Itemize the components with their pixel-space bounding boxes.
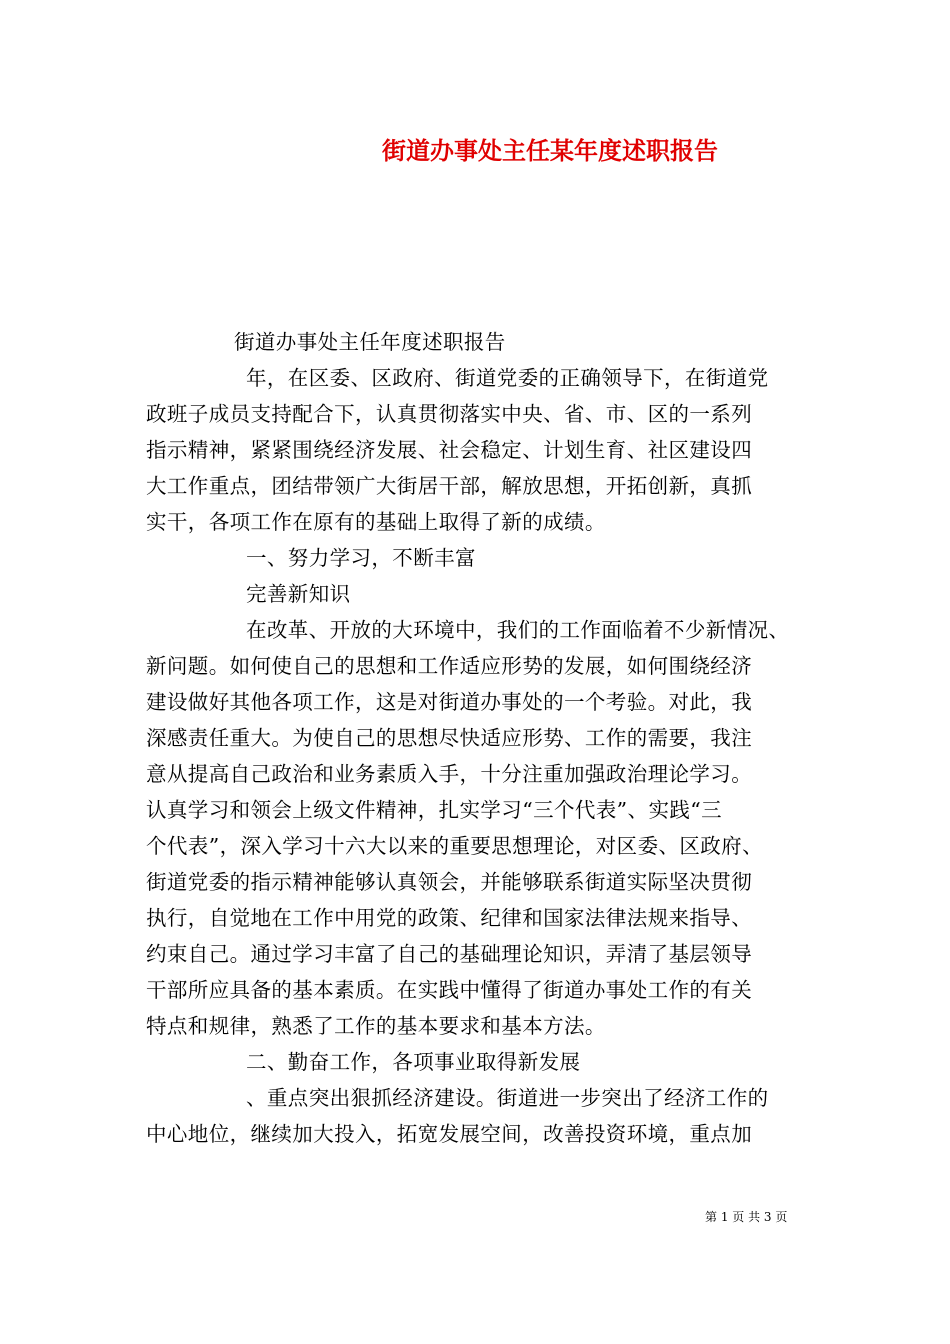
body-line: 年，在区委、区政府、街道党委的正确领导下，在街道党: [246, 366, 769, 390]
body-line: 政班子成员支持配合下，认真贯彻落实中央、省、市、区的一系列: [146, 402, 753, 426]
body-line: 建设做好其他各项工作，这是对街道办事处的一个考验。对此，我: [146, 690, 753, 714]
body-line: 在改革、开放的大环境中，我们的工作面临着不少新情况、: [246, 618, 790, 642]
body-line: 完善新知识: [246, 582, 351, 606]
body-line: 深感责任重大。为使自己的思想尽快适应形势、工作的需要，我注: [146, 726, 753, 750]
document-title: 街道办事处主任某年度述职报告: [382, 136, 718, 165]
body-line: 二、勤奋工作，各项事业取得新发展: [246, 1050, 581, 1074]
document-body: [146, 324, 814, 1152]
body-line: 个代表”，深入学习十六大以来的重要思想理论，对区委、区政府、: [146, 834, 763, 858]
body-line: 执行，自觉地在工作中用党的政策、纪律和国家法律法规来指导、: [146, 906, 753, 930]
body-line: 、重点突出狠抓经济建设。街道进一步突出了经济工作的: [246, 1086, 769, 1110]
body-line: 干部所应具备的基本素质。在实践中懂得了街道办事处工作的有关: [146, 978, 753, 1002]
body-line: 特点和规律，熟悉了工作的基本要求和基本方法。: [146, 1014, 606, 1038]
body-line: 实干，各项工作在原有的基础上取得了新的成绩。: [146, 510, 606, 534]
body-line: 指示精神，紧紧围绕经济发展、社会稳定、计划生育、社区建设四: [146, 438, 753, 462]
body-line: 一、努力学习，不断丰富: [246, 546, 476, 570]
body-line: 新问题。如何使自己的思想和工作适应形势的发展，如何围绕经济: [146, 654, 753, 678]
body-line: 街道党委的指示精神能够认真领会，并能够联系街道实际坚决贯彻: [146, 870, 753, 894]
body-line: 中心地位，继续加大投入，拓宽发展空间，改善投资环境，重点加: [146, 1122, 753, 1146]
body-line: 大工作重点，团结带领广大街居干部，解放思想，开拓创新，真抓: [146, 474, 753, 498]
body-line: 意从提高自己政治和业务素质入手，十分注重加强政治理论学习。: [146, 762, 753, 786]
page-footer: 第 1 页 共 3 页: [705, 1210, 788, 1224]
body-line: 约束自己。通过学习丰富了自己的基础理论知识，弄清了基层领导: [146, 942, 753, 966]
body-line: 认真学习和领会上级文件精神，扎实学习“三个代表”、实践“三: [146, 798, 723, 822]
body-line: 街道办事处主任年度述职报告: [234, 330, 506, 354]
